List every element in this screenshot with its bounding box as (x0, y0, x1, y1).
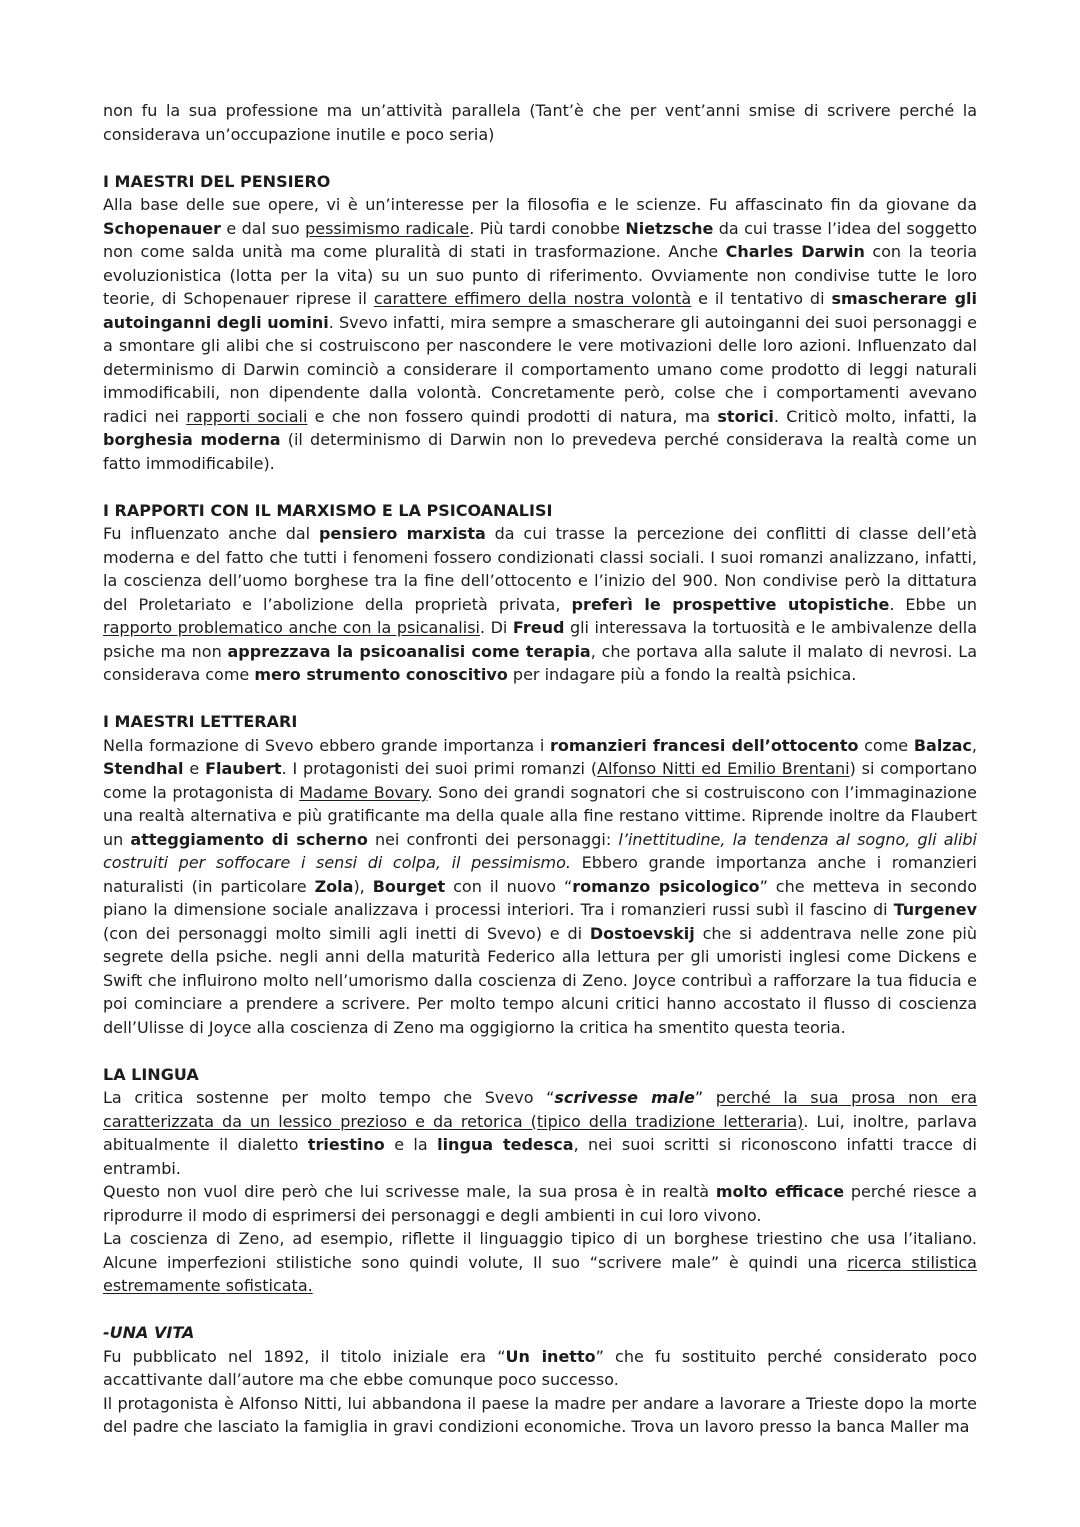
section-paragraph (103, 193, 977, 475)
section-paragraph (103, 1345, 977, 1392)
bold-text: pensiero marxista (318, 524, 486, 543)
text-run: e la (384, 1135, 438, 1154)
text-run: . Sono dei grandi sognatori che si costruiscono con l’immaginazione una realtà alternativa e più gratificante ma della quale alla fine restano vittime. Riprende inoltre da Flaubert un (103, 782, 978, 849)
bold-text: preferì le prospettive utopistiche (571, 594, 890, 614)
bold-text: Bourget (372, 876, 446, 896)
text-run: come (858, 735, 914, 755)
text-run: . Svevo infatti, mira sempre a smascherare gli autoinganni dei suoi personaggi e a smontare gli alibi che si costruiscono per nascondere le vere motivazioni delle loro azioni. Influenzato dal determinismo di Darwin cominciò a considerare il comportamento umano come prodotto di leggi naturali immodificabili, non dipendente dalla volontà. Concretamente però, colse che i comportamenti avevano radici nei (103, 312, 977, 426)
bold-text: Dostoevskij (589, 923, 695, 943)
text-run: ” che fu sostituito perché considerato poco accattivante dall’autore ma che ebbe comunque poco successo. (103, 1346, 977, 1389)
text-run: con il nuovo “ (445, 876, 573, 896)
text-run: nei confronti dei personaggi: (367, 829, 619, 849)
sections-container (103, 146, 977, 1439)
section-paragraph (103, 1086, 977, 1180)
text-run: . Più tardi conobbe (469, 218, 626, 238)
italic-text: l’inettitudine, la tendenza al sogno, gli alibi costruiti per soffocare i sensi di colpa, il pessimismo. (103, 829, 977, 872)
text-run: per indagare più a fondo la realtà psichica. (507, 665, 857, 684)
section-heading: I MAESTRI DEL PENSIERO (103, 171, 331, 191)
text-run: ” (694, 1088, 716, 1107)
section-heading: I RAPPORTI CON IL MARXISMO E LA PSICOANALISI (103, 500, 553, 520)
bold-text: molto efficace (715, 1182, 845, 1201)
section-heading: I MAESTRI LETTERARI (103, 712, 298, 731)
underlined-text: rapporti sociali (186, 406, 308, 426)
text-run: La critica sostenne per molto tempo che Svevo “ (103, 1088, 555, 1107)
text-run: e il tentativo di (691, 289, 832, 308)
underlined-text: pessimismo radicale (305, 218, 470, 238)
document-page (103, 99, 977, 1439)
intro-paragraph (103, 99, 977, 146)
underlined-text: carattere effimero della nostra volontà (373, 289, 692, 308)
text-run: , (971, 735, 977, 755)
section-paragraph (103, 1392, 977, 1439)
text-run: Alla base delle sue opere, vi è un’interesse per la filosofia e le scienze. Fu affascinato fin da giovane da (103, 195, 977, 214)
bold-text: mero strumento conoscitivo (254, 665, 508, 684)
text-run: Ebbero grande importanza anche i romanzieri naturalisti (in particolare (103, 853, 977, 896)
bold-text: storici (717, 406, 774, 426)
text-run: e che non fossero quindi prodotti di natura, ma (307, 406, 718, 426)
bold-text: romanzieri francesi dell’ottocento (550, 735, 859, 755)
text-run: ), (353, 876, 373, 896)
section-paragraph (103, 734, 977, 1040)
text-run: Fu influenzato anche dal (103, 524, 319, 543)
text-run: Questo non vuol dire però che lui scrivesse male, la sua prosa è in realtà (103, 1182, 716, 1201)
bold-text: Flaubert (205, 759, 282, 778)
section-heading: -UNA VITA (103, 1323, 195, 1342)
text-run: , che portava alla salute il malato di nevrosi. La considerava come (103, 641, 977, 684)
bold-text: Stendhal (103, 759, 184, 778)
bold-text: Freud (512, 618, 565, 637)
underlined-text: ricerca stilistica estremamente sofisticata. (103, 1252, 977, 1295)
text-run: che si addentrava nelle zone più segrete della psiche. negli anni della maturità Federico alla lettura per gli umoristi inglesi come Dickens e Swift che influirono molto nell’umorismo dalla coscienza di Zeno. Joyce contribuì a rafforzare la tua fiducia e poi cominciare a prendere a scrivere. Per molto tempo alcuni critici hanno accostato il flusso di coscienza dell’Ulisse di Joyce alla coscienza di Zeno ma oggigiorno la critica ha smentito questa teoria. (103, 923, 977, 1037)
text-run: da cui trasse l’idea del soggetto non come salda unità ma come pluralità di stati in trasformazione. Anche (103, 218, 978, 261)
bold-text: Un inetto (505, 1346, 596, 1366)
text-run: La coscienza di Zeno, ad esempio, riflette il linguaggio tipico di un borghese triestino che usa l’italiano. Alcune imperfezioni stilistiche sono quindi volute, Il suo “scrivere male” è quindi una (103, 1229, 977, 1272)
text-run: Nella formazione di Svevo ebbero grande importanza i (103, 735, 551, 755)
text-run: gli interessava la tortuosità e le ambivalenze della psiche ma non (103, 618, 977, 661)
text-run: . I protagonisti dei suoi primi romanzi ( (281, 759, 598, 778)
bold-text: scrivesse male (554, 1088, 695, 1107)
text-run: Il protagonista è Alfonso Nitti, lui abbandona il paese la madre per andare a lavorare a Trieste dopo la morte del padre che lasciato la famiglia in gravi condizioni economiche. Trova un lavoro presso la banca Maller ma (103, 1393, 977, 1436)
bold-text: Nietzsche (625, 218, 714, 238)
bold-text: atteggiamento di scherno (130, 829, 368, 849)
bold-text: borghesia moderna (103, 430, 281, 449)
bold-text: romanzo psicologico (572, 876, 760, 896)
bold-text: lingua tedesca (437, 1135, 574, 1154)
bold-text: Zola (314, 876, 354, 896)
bold-text: Turgenev (893, 900, 977, 919)
text-run: (il determinismo di Darwin non lo prevedeva perché considerava la realtà come un fatto immodificabile). (103, 430, 978, 473)
underlined-text: rapporto problematico anche con la psicanalisi (103, 618, 480, 637)
section-spacer (103, 475, 977, 499)
bold-text: apprezzava la psicoanalisi come terapia (227, 641, 591, 661)
text-run: non fu la sua professione ma un’attività parallela (Tant’è che per vent’anni smise di scrivere perché la considerava un’occupazione inutile e poco seria) (103, 101, 977, 144)
text-run: Fu pubblicato nel 1892, il titolo iniziale era “ (103, 1346, 506, 1366)
text-run: e dal suo (221, 218, 306, 238)
bold-text: Schopenauer (103, 218, 222, 238)
section-spacer (103, 146, 977, 170)
text-run: da cui trasse la percezione dei conflitti di classe dell’età moderna e del fatto che tutti i fenomeni fossero condizionati classi sociali. I suoi romanzi analizzano, infatti, la coscienza dell’uomo borghese tra la fine dell’ottocento e l’inizio del 900. Non condivise però la dittatura del Proletariato e l’abolizione della proprietà privata, (103, 524, 978, 614)
bold-text: triestino (307, 1135, 385, 1154)
bold-text: Charles Darwin (725, 242, 865, 261)
text-run: . Lui, inoltre, parlava abitualmente il dialetto (103, 1111, 978, 1154)
text-run: e (183, 759, 206, 778)
section-paragraph (103, 1227, 977, 1298)
text-run: . Criticò molto, infatti, la (773, 406, 978, 426)
underlined-text: Alfonso Nitti ed Emilio Brentani (597, 759, 850, 778)
bold-text: Balzac (913, 735, 972, 755)
section-spacer (103, 1039, 977, 1063)
section-spacer (103, 687, 977, 711)
text-run: (con dei personaggi molto simili agli inetti di Svevo) e di (103, 923, 590, 943)
section-heading: LA LINGUA (103, 1064, 199, 1084)
bold-text: smascherare gli autoinganni degli uomini (103, 289, 977, 332)
text-run: , nei suoi scritti si riconoscono infatti tracce di entrambi. (103, 1135, 977, 1178)
text-run: . Ebbe un (889, 594, 977, 614)
text-run: ” che metteva in secondo piano la dimensione sociale analizzava i processi interiori. Tra i romanzieri russi subì il fascino di (103, 876, 978, 919)
underlined-text: Madame Bovary (299, 782, 428, 802)
text-run: . Di (479, 618, 513, 637)
text-run: con la teoria evoluzionistica (lotta per la vita) su un suo punto di riferimento. Ovviamente non condivise tutte le loro teorie, di Schopenauer riprese il (103, 242, 978, 308)
section-paragraph (103, 522, 977, 687)
text-run: perché riesce a riprodurre il modo di esprimersi dei personaggi e degli ambienti in cui loro vivono. (103, 1182, 977, 1225)
underlined-text: perché la sua prosa non era caratterizzata da un lessico prezioso e da retorica (tipico della tradizione letteraria) (103, 1088, 978, 1131)
section-spacer (103, 1298, 977, 1322)
text-run: ) si comportano come la protagonista di (103, 759, 978, 802)
section-paragraph (103, 1180, 977, 1227)
